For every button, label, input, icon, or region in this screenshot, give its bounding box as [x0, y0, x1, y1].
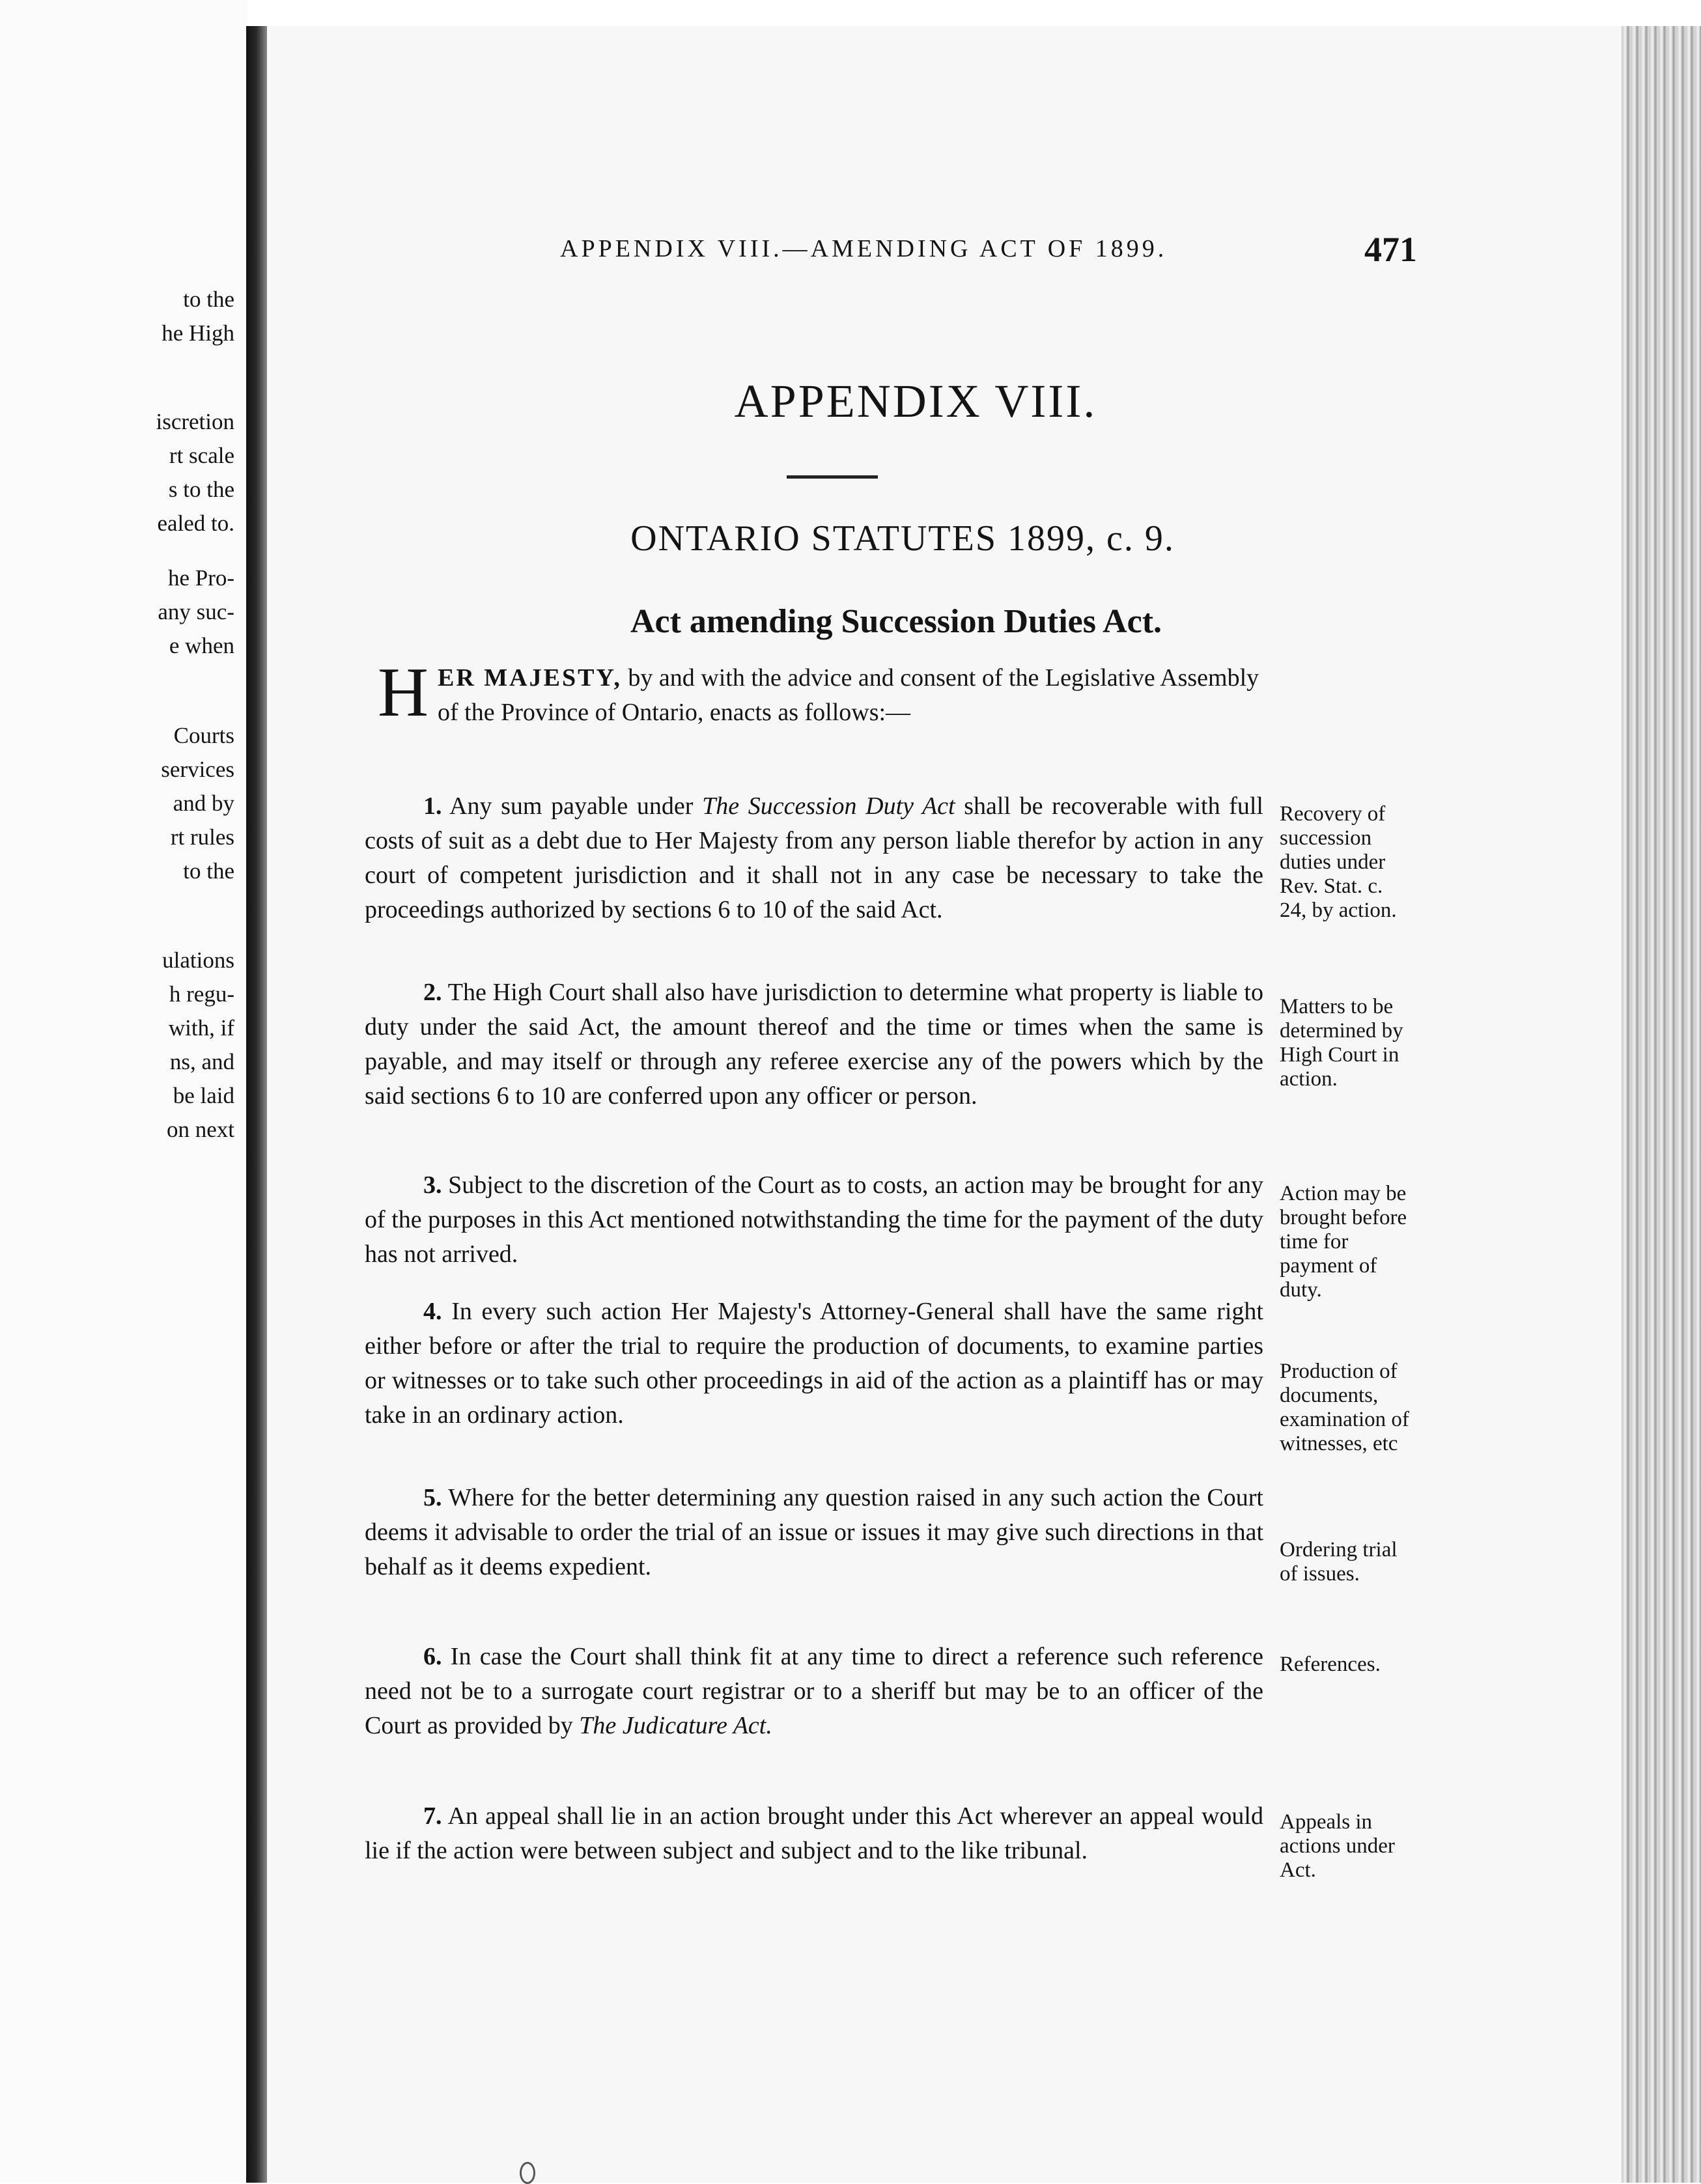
left-page-line: he High — [162, 320, 234, 346]
section-1 — [365, 789, 1263, 927]
left-page-line: be laid — [173, 1083, 234, 1108]
left-page-line: services — [161, 757, 234, 782]
left-page-line: any suc- — [158, 599, 234, 624]
page-edges — [1622, 26, 1701, 2183]
left-page-line: rt scale — [169, 443, 234, 468]
section-number: 1. — [423, 792, 442, 820]
preamble — [378, 654, 1276, 731]
margin-note-appeals: Appeals in actions under Act. — [1280, 1810, 1395, 1882]
left-page-line: s to the — [168, 477, 234, 502]
left-page-line: h regu- — [169, 981, 234, 1007]
left-page-line: to the — [183, 858, 234, 884]
section-text: Subject to the discretion of the Court as to costs, an action may be brought for any of the purposes in this Act mentioned notwithstanding the time for the payment of the duty has not arrived. — [365, 1171, 1263, 1268]
left-page-line: ns, and — [169, 1049, 234, 1074]
section-2 — [365, 975, 1263, 1113]
section-7 — [365, 1799, 1263, 1868]
left-page-line: ulations — [162, 947, 234, 973]
left-page-fragment — [0, 0, 247, 2183]
section-5 — [365, 1481, 1263, 1584]
section-number: 2. — [423, 979, 442, 1006]
left-page-line: Courts — [173, 723, 234, 748]
section-6 — [365, 1640, 1263, 1743]
book-gutter — [246, 26, 267, 2183]
section-4 — [365, 1295, 1263, 1433]
left-page-line: to the — [183, 287, 234, 312]
drop-cap: H — [378, 654, 429, 731]
margin-note-ordering: Ordering trial of issues. — [1280, 1538, 1398, 1586]
top-margin — [0, 0, 1701, 29]
margin-note-matters: Matters to be determined by High Court in action. — [1280, 995, 1403, 1091]
act-name: The Succession Duty Act — [702, 792, 955, 820]
section-text: Where for the better determining any question raised in any such action the Court deems it advisable to order the trial of an issue or issues it may give such directions in that behalf as it deems expedient. — [365, 1484, 1263, 1580]
appendix-title: APPENDIX VIII. — [734, 375, 1097, 427]
statute-title: ONTARIO STATUTES 1899, c. 9. — [630, 518, 1175, 559]
running-head: APPENDIX VIII.—AMENDING ACT OF 1899. — [560, 235, 1168, 262]
left-page-line: on next — [166, 1117, 234, 1142]
section-text: The High Court shall also have jurisdiction to determine what property is liable to duty under the said Act, the amount thereof and the time or times when the same is payable, and may itself or through any referee exercise any of the powers which by the said sections 6 to 10 are conferred upon any officer or person. — [365, 979, 1263, 1110]
preamble-smallcaps: ER MAJESTY, — [438, 664, 622, 692]
section-number: 4. — [423, 1298, 442, 1325]
left-page-line: iscretion — [156, 409, 234, 434]
left-page-line: ealed to. — [157, 511, 234, 536]
section-text: Any sum payable under — [442, 792, 703, 820]
section-text-cont: shall be recoverable with full costs of suit as a debt due to Her Majesty from any person liable therefor by action in any court of competent jurisdiction and it shall not in any case be necessary to take the proceedings authorized by sections 6 to 10 of the said Act. — [365, 792, 1263, 923]
section-number: 5. — [423, 1484, 442, 1511]
section-number: 6. — [423, 1643, 442, 1670]
section-number: 3. — [423, 1171, 442, 1199]
act-title: Act amending Succession Duties Act. — [630, 603, 1162, 640]
margin-note-production: Production of documents, examination of witnesses, etc — [1280, 1360, 1409, 1455]
section-number: 7. — [423, 1802, 442, 1830]
section-text: In every such action Her Majesty's Attorney-General shall have the same right either before or after the trial to require the production of documents, to examine parties or witnesses or to take such other proceedings in aid of the action as a plaintiff has or may take in an ordinary action. — [365, 1298, 1263, 1429]
left-page-line: with, if — [168, 1015, 234, 1041]
page-number: 471 — [1364, 230, 1417, 269]
section-text: An appeal shall lie in an action brought under this Act wherever an appeal would lie if the action were between subject and subject and to the like tribunal. — [365, 1802, 1263, 1864]
act-name: The Judicature Act. — [579, 1712, 772, 1739]
title-rule — [787, 475, 878, 479]
left-page-line: rt rules — [170, 824, 234, 850]
preamble-text: by and with the advice and consent of the Legislative Assembly of the Province of Ontario, enacts as follows:— — [438, 664, 1259, 726]
margin-note-references: References. — [1280, 1653, 1381, 1676]
left-page-line: and by — [173, 791, 234, 816]
left-page-line: he Pro- — [167, 565, 234, 591]
section-3 — [365, 1168, 1263, 1272]
binding-mark — [520, 2162, 535, 2184]
left-page-line: e when — [169, 633, 234, 658]
margin-note-recovery: Recovery of succession duties under Rev. Stat. c. 24, by action. — [1280, 802, 1397, 922]
section-text: In case the Court shall think fit at any time to direct a reference such reference need not be to a surrogate court registrar or to a sheriff but may be to an officer of the Court as provided by — [365, 1643, 1263, 1739]
margin-note-action: Action may be brought before time for payment of duty. — [1280, 1182, 1407, 1302]
